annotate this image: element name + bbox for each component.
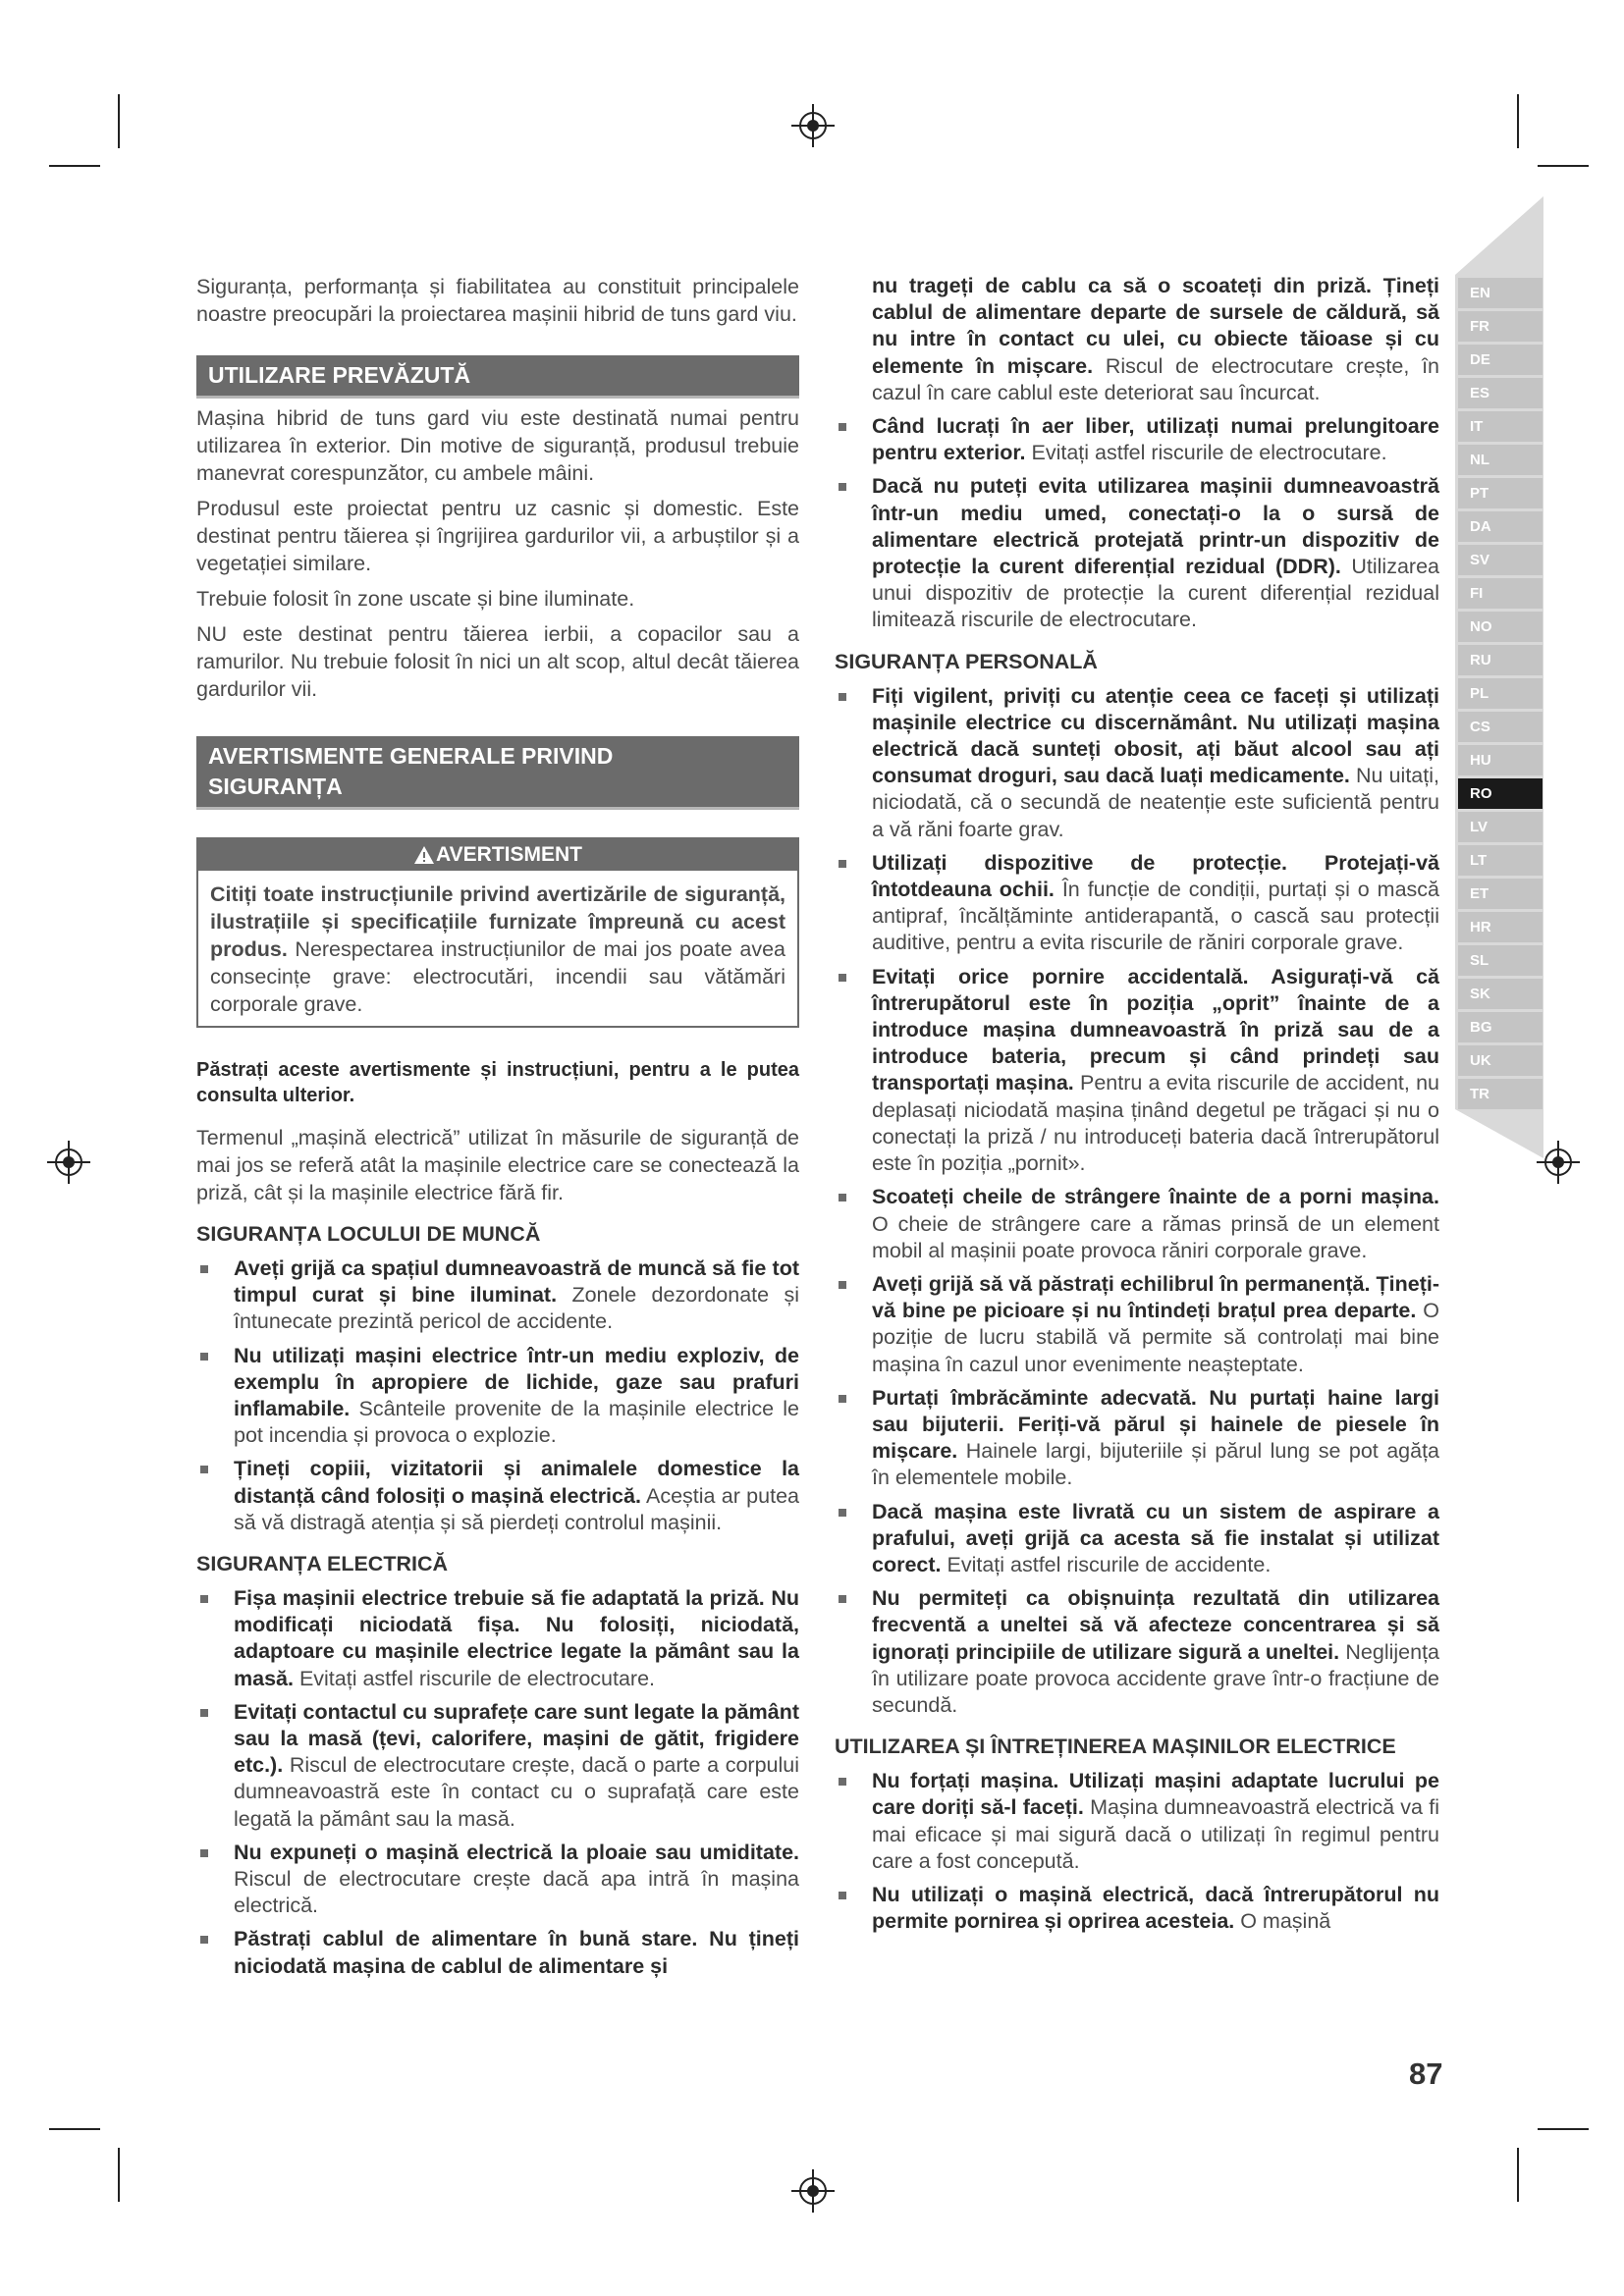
language-tab[interactable]: SK <box>1458 979 1543 1009</box>
language-tab[interactable]: LV <box>1458 812 1543 842</box>
term-paragraph: Termenul „mașină electrică” utilizat în măsurile de siguranță de mai jos se referă atât la mașinile electrice care se conectează la priză, cât și la mașinile electrice fără fir. <box>196 1126 799 1204</box>
list-item: Dacă mașina este livrată cu un sistem de aspirare a prafului, aveți grijă ca acesta să fie instalat și utilizat corect. Evitați astfel riscurile de accidente. <box>835 1499 1439 1579</box>
warning-text: Nerespectarea instrucțiunilor de mai jos poate avea consecințe grave: electrocutări, incendii sau vătămări corporale grave. <box>210 937 785 1016</box>
language-tab[interactable]: DE <box>1458 345 1543 375</box>
list-item: Păstrați cablul de alimentare în bună stare. Nu țineți niciodată mașina de cablul de alimentare și <box>196 1926 799 1979</box>
crop-mark <box>1517 94 1519 148</box>
language-tab[interactable]: SL <box>1458 945 1543 976</box>
subheading-use-and-care: UTILIZAREA ȘI ÎNTREȚINEREA MAȘINILOR ELECTRICE <box>835 1735 1396 1759</box>
list-item: Țineți copiii, vizitatorii și animalele domestice la distanță când folosiți o mașină electrică. Aceștia ar putea să vă distragă atenția și să pierdeți controlul mașinii. <box>196 1456 799 1536</box>
language-tab[interactable]: CS <box>1458 712 1543 742</box>
list-item: Nu utilizați o mașină electrică, dacă întrerupătorul nu permite pornirea și oprirea acesteia. O mașină <box>835 1882 1439 1935</box>
language-tab[interactable]: FI <box>1458 578 1543 609</box>
crop-mark <box>49 2128 100 2130</box>
page-number: 87 <box>1409 2056 1443 2091</box>
crop-mark <box>1538 165 1589 167</box>
crop-mark <box>118 2148 120 2202</box>
section-heading-general-warnings <box>196 736 799 810</box>
language-tab[interactable]: ES <box>1458 378 1543 408</box>
language-tab-active[interactable]: RO <box>1458 778 1543 809</box>
section-heading-intended-use: UTILIZARE PREVĂZUTĂ <box>196 355 799 399</box>
intro-paragraph: Siguranța, performanța și fiabilitatea au constituit principalele noastre preocupări la proiectarea mașinii hibrid de tuns gard viu. <box>196 275 799 326</box>
list-item: Dacă nu puteți evita utilizarea mașinii dumneavoastră într-un mediu umed, conectați-o la o sursă de alimentare electrică protejată printr-un dispozitiv de protecție la curent diferențial rezidual (DDR). Utilizarea unui dispozitiv de protecție la curent diferențial rezidual limitează riscurile de electrocutare. <box>835 473 1439 633</box>
left-column <box>196 273 799 1987</box>
language-tab[interactable]: TR <box>1458 1079 1543 1109</box>
registration-mark-icon <box>791 2169 835 2213</box>
language-tab[interactable]: FR <box>1458 311 1543 342</box>
language-tab[interactable]: ET <box>1458 879 1543 909</box>
list-item: Nu expuneți o mașină electrică la ploaie sau umiditate. Riscul de electrocutare crește dacă apa intră în mașina electrică. <box>196 1840 799 1920</box>
language-tab[interactable]: PL <box>1458 678 1543 709</box>
list-item: Purtați îmbrăcăminte adecvată. Nu purtați haine largi sau bijuterii. Feriți-vă părul și hainele de piesele în mișcare. Hainele largi, bijuteriile și părul lung se pot agăța în elementele mobile. <box>835 1385 1439 1492</box>
language-tab[interactable]: IT <box>1458 411 1543 442</box>
registration-mark-icon <box>791 104 835 147</box>
warning-box <box>196 837 799 1028</box>
language-tab[interactable]: NO <box>1458 612 1543 642</box>
list-item: Evitați contactul cu suprafețe care sunt legate la pământ sau la masă (țevi, calorifere, mașini de gătit, frigidere etc.). Riscul de electrocutare crește, dacă o parte a corpului dumneavoastră este în contact cu o suprafață care este legată la pământ sau la masă. <box>196 1699 799 1833</box>
intended-use-paragraph: Trebuie folosit în zone uscate și bine iluminate. <box>196 587 635 611</box>
language-tab[interactable]: HU <box>1458 745 1543 775</box>
crop-mark <box>118 94 120 148</box>
language-tab[interactable]: UK <box>1458 1045 1543 1076</box>
list-item: Nu permiteți ca obișnuința rezultată din utilizarea frecventă a uneltei să vă afecteze concentrarea și să ignorați principiile de utilizare sigură a uneltei. Neglijența în utilizare poate provoca accidente grave într-o fracțiune de secundă. <box>835 1585 1439 1719</box>
subheading-work-area-safety: SIGURANȚA LOCULUI DE MUNCĂ <box>196 1222 541 1246</box>
warning-triangle-icon <box>413 845 435 865</box>
language-tab[interactable]: LT <box>1458 845 1543 876</box>
subheading-personal-safety: SIGURANȚA PERSONALĂ <box>835 649 1098 673</box>
registration-mark-icon <box>47 1141 90 1184</box>
crop-mark <box>1538 2128 1589 2130</box>
list-item: Nu utilizați mașini electrice într-un mediu exploziv, de exemplu în apropiere de lichide, gaze sau prafuri inflamabile. Scânteile provenite de la mașinile electrice le pot incendia și provoca o explozie. <box>196 1343 799 1450</box>
heading-line: AVERTISMENTE GENERALE PRIVIND <box>208 743 614 769</box>
language-tab[interactable]: RU <box>1458 645 1543 675</box>
language-tab[interactable]: DA <box>1458 511 1543 542</box>
list-item: Fișa mașinii electrice trebuie să fie adaptată la priză. Nu modificați niciodată fișa. Nu folosiți, niciodată, adaptoare cu mașinile electrice legate la pământ sau la masă. Evitați astfel riscurile de electrocutare. <box>196 1585 799 1692</box>
language-tab[interactable]: SV <box>1458 545 1543 575</box>
list-item: Nu forțați mașina. Utilizați mașini adaptate lucrului pe care doriți să-l faceți. Mașina dumneavoastră electrică va fi mai eficace și mai sigură dacă o utilizați în regimul pentru care a fost concepută. <box>835 1768 1439 1875</box>
language-tab[interactable]: EN <box>1458 278 1543 308</box>
heading-line: SIGURANȚA <box>208 774 343 799</box>
warning-title: AVERTISMENT <box>436 843 582 866</box>
language-tab[interactable]: NL <box>1458 445 1543 475</box>
list-item: Utilizați dispozitive de protecție. Protejați-vă întotdeauna ochii. În funcție de condiții, purtați și o mască antipraf, încălțăminte antiderapantă, o cască sau protecții auditive, pentru a evita riscurile de răniri corporale grave. <box>835 850 1439 957</box>
right-column <box>835 273 1439 1942</box>
list-item: Fiți vigilent, priviți cu atenție ceea ce faceți și utilizați mașinile electrice cu discernământ. Nu utilizați mașina electrică dacă sunteți obosit, ați băut alcool sau ați consumat droguri, sau dacă luați medicamente. Nu uitați, niciodată, că o secundă de neatenție este suficientă pentru a vă răni foarte grav. <box>835 683 1439 843</box>
list-item: Când lucrați în aer liber, utilizați numai prelungitoare pentru exterior. Evitați astfel riscurile de electrocutare. <box>835 413 1439 466</box>
list-item: Aveți grijă să vă păstrați echilibrul în permanență. Țineți-vă bine pe picioare și nu întindeți brațul prea departe. O poziție de lucru stabilă vă permite să controlați mai bine mașina în cazul unor evenimente neașteptate. <box>835 1271 1439 1378</box>
crop-mark <box>1517 2148 1519 2202</box>
list-item: Aveți grijă ca spațiul dumneavoastră de muncă să fie tot timpul curat și bine iluminat. Zonele dezordonate și întunecate prezintă pericol de accidente. <box>196 1255 799 1336</box>
language-tab[interactable]: BG <box>1458 1012 1543 1042</box>
language-tab[interactable]: PT <box>1458 478 1543 508</box>
language-tab[interactable]: HR <box>1458 912 1543 942</box>
warning-bold-text: Citiți toate instrucțiunile privind avertizările de siguranță, ilustrațiile și specificațiile furnizate împreună cu acest produs. <box>210 882 785 961</box>
intended-use-paragraph: Produsul este proiectat pentru uz casnic și domestic. Este destinat pentru tăierea și îngrijirea gardurilor vii, a arbuștilor și a vegetației similare. <box>196 497 799 575</box>
crop-mark <box>49 165 100 167</box>
list-item: Scoateți cheile de strângere înainte de a porni mașina. O cheie de strângere care a rămas prinsă de un element mobil al mașinii poate provoca răniri corporale grave. <box>835 1184 1439 1264</box>
warning-header <box>198 839 797 871</box>
intended-use-paragraph: NU este destinat pentru tăierea ierbii, a copacilor sau a ramurilor. Nu trebuie folosit în nici un alt scop, altul decât tăierea gardurilor vii. <box>196 622 799 701</box>
intended-use-paragraph: Mașina hibrid de tuns gard viu este destinată numai pentru utilizarea în exterior. Din motive de siguranță, produsul trebuie manevrat corespunzător, cu ambele mâini. <box>196 406 799 485</box>
keep-instructions-note: Păstrați aceste avertismente și instrucțiuni, pentru a le putea consulta ulterior. <box>196 1059 799 1106</box>
subheading-electrical-safety: SIGURANȚA ELECTRICĂ <box>196 1552 449 1576</box>
list-item-continued: nu trageți de cablu ca să o scoateți din priză. Țineți cablul de alimentare departe de sursele de căldură, să nu intre în contact cu ulei, cu obiecte tăioase și cu elemente în mișcare. Riscul de electrocutare crește, în cazul în care cablul este deteriorat sau încurcat. <box>872 274 1439 404</box>
list-item: Evitați orice pornire accidentală. Asigurați-vă că întrerupătorul este în poziția „oprit” înainte de a introduce mașina dumneavoastră în priză sau de a introduce bateria, precum și când prindeți sau transportați mașina. Pentru a evita riscurile de accident, nu deplasați niciodată mașina ținând degetul pe trăgaci și nu o conectați la priză / nu introduceți bateria dacă întrerupătorul este în poziția „pornit». <box>835 964 1439 1178</box>
warning-body <box>198 871 797 1026</box>
